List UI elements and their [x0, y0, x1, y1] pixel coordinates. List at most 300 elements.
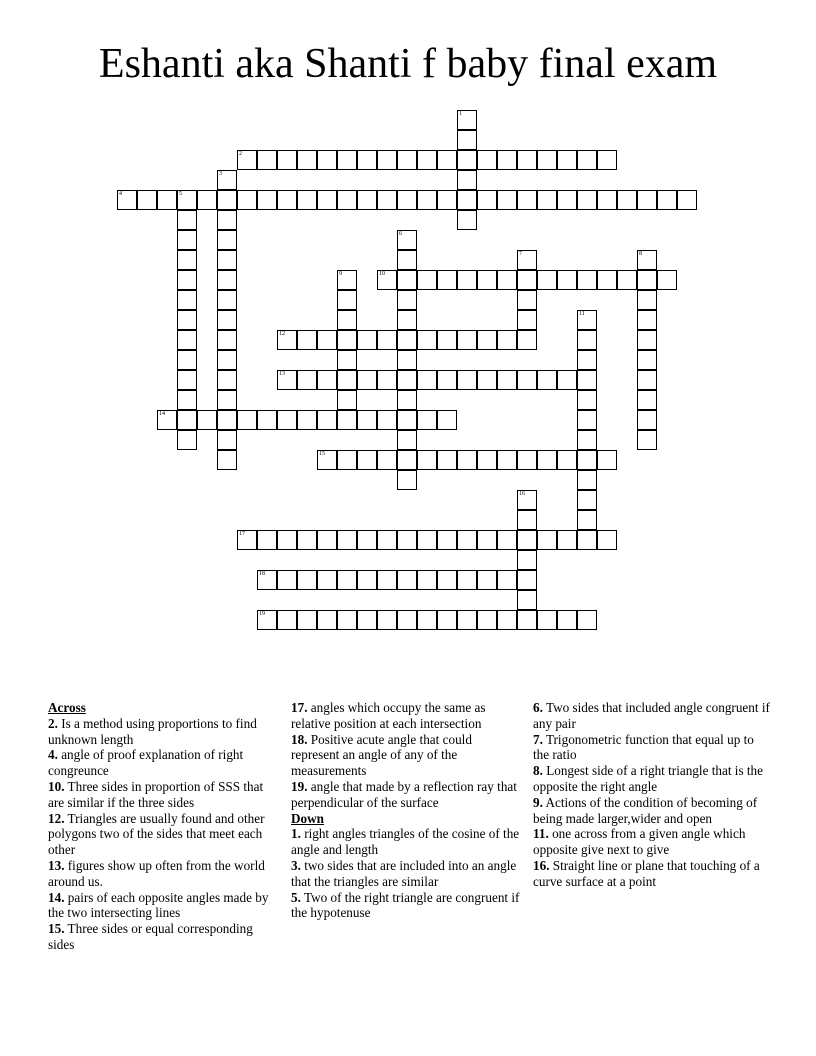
grid-cell[interactable] — [397, 450, 417, 470]
grid-cell[interactable] — [497, 330, 517, 350]
grid-cell[interactable] — [637, 370, 657, 390]
clue-item-text: Two sides that included angle congruent if any pair — [533, 700, 770, 731]
grid-cell[interactable] — [277, 370, 297, 390]
grid-cell[interactable] — [577, 470, 597, 490]
grid-cell[interactable] — [437, 570, 457, 590]
clue-number: 2 — [239, 151, 242, 157]
clue-item-number: 16. — [533, 857, 550, 873]
grid-cell[interactable] — [277, 410, 297, 430]
grid-cell[interactable] — [577, 270, 597, 290]
grid-cell[interactable] — [177, 310, 197, 330]
grid-cell[interactable] — [297, 150, 317, 170]
grid-cell[interactable] — [397, 290, 417, 310]
grid-cell[interactable] — [557, 190, 577, 210]
grid-cell[interactable] — [517, 590, 537, 610]
grid-cell[interactable] — [277, 570, 297, 590]
grid-cell[interactable] — [477, 570, 497, 590]
grid-cell[interactable] — [437, 450, 457, 470]
grid-cell[interactable] — [397, 190, 417, 210]
clue-number: 10 — [379, 271, 385, 277]
grid-cell[interactable] — [537, 370, 557, 390]
grid-cell[interactable] — [577, 450, 597, 470]
grid-cell[interactable] — [417, 270, 437, 290]
grid-cell[interactable] — [657, 190, 677, 210]
grid-cell[interactable] — [377, 450, 397, 470]
grid-cell[interactable] — [357, 410, 377, 430]
clue-number: 4 — [119, 191, 122, 197]
clue-item — [533, 763, 773, 795]
grid-cell[interactable] — [217, 450, 237, 470]
clue-item-number: 15. — [48, 921, 65, 937]
clue-item-number: 2. — [48, 715, 58, 731]
grid-cell[interactable] — [357, 330, 377, 350]
grid-cell[interactable] — [337, 290, 357, 310]
grid-cell[interactable] — [477, 370, 497, 390]
grid-cell[interactable] — [197, 410, 217, 430]
clue-number: 17 — [239, 531, 245, 537]
clue-number: 12 — [279, 331, 285, 337]
grid-cell[interactable] — [577, 390, 597, 410]
grid-cell[interactable] — [257, 150, 277, 170]
grid-cell[interactable] — [637, 330, 657, 350]
grid-cell[interactable] — [457, 450, 477, 470]
grid-cell[interactable] — [397, 350, 417, 370]
grid-cell[interactable] — [477, 330, 497, 350]
grid-cell[interactable] — [277, 530, 297, 550]
grid-cell[interactable] — [437, 410, 457, 430]
grid-cell[interactable] — [577, 330, 597, 350]
clue-item-text: right angles triangles of the cosine of the angle and length — [291, 826, 520, 858]
grid-cell[interactable] — [417, 330, 437, 350]
grid-cell[interactable] — [237, 530, 257, 550]
grid-cell[interactable] — [237, 190, 257, 210]
grid-cell[interactable] — [457, 190, 477, 210]
grid-cell[interactable] — [397, 310, 417, 330]
grid-cell[interactable] — [357, 570, 377, 590]
grid-cell[interactable] — [557, 530, 577, 550]
grid-cell[interactable] — [557, 610, 577, 630]
grid-cell[interactable] — [357, 610, 377, 630]
grid-cell[interactable] — [357, 530, 377, 550]
grid-cell[interactable] — [277, 330, 297, 350]
down-heading: Down — [291, 810, 324, 826]
clue-item-text: Longest side of a right triangle that is the opposite the right angle — [533, 763, 763, 794]
grid-cell[interactable] — [377, 330, 397, 350]
clue-item-text: one across from a given angle which opposite give next to give — [533, 826, 746, 858]
grid-cell[interactable] — [397, 570, 417, 590]
grid-cell[interactable] — [177, 430, 197, 450]
clue-item-text: Three sides or equal corresponding sides — [48, 921, 253, 952]
grid-cell[interactable] — [317, 610, 337, 630]
clue-column-3 — [533, 700, 773, 890]
grid-cell[interactable] — [497, 270, 517, 290]
clue-item-number: 7. — [533, 731, 543, 747]
clue-number: 7 — [519, 251, 522, 257]
grid-cell[interactable] — [577, 610, 597, 630]
clue-number: 14 — [159, 411, 165, 417]
grid-cell[interactable] — [457, 130, 477, 150]
clue-item-text: Three sides in proportion of SSS that are similar if the three sides — [48, 778, 264, 810]
grid-cell[interactable] — [577, 430, 597, 450]
clue-column-2 — [291, 700, 523, 921]
grid-cell[interactable] — [537, 530, 557, 550]
grid-cell[interactable] — [477, 150, 497, 170]
grid-cell[interactable] — [317, 150, 337, 170]
clue-item-number: 9. — [533, 794, 543, 810]
clue-item — [48, 716, 280, 748]
grid-cell[interactable] — [617, 270, 637, 290]
grid-cell[interactable] — [157, 410, 177, 430]
grid-cell[interactable] — [177, 270, 197, 290]
grid-cell[interactable] — [117, 190, 137, 210]
grid-cell[interactable] — [537, 190, 557, 210]
grid-cell[interactable] — [297, 530, 317, 550]
grid-cell[interactable] — [377, 530, 397, 550]
grid-cell[interactable] — [517, 550, 537, 570]
grid-cell[interactable] — [217, 390, 237, 410]
clue-item-text: Is a method using proportions to find unknown length — [48, 715, 257, 747]
clue-item-number: 8. — [533, 763, 543, 779]
grid-cell[interactable] — [397, 390, 417, 410]
grid-cell[interactable] — [177, 210, 197, 230]
grid-cell[interactable] — [517, 270, 537, 290]
grid-cell[interactable] — [397, 230, 417, 250]
grid-cell[interactable] — [217, 350, 237, 370]
grid-cell[interactable] — [457, 610, 477, 630]
grid-cell[interactable] — [477, 190, 497, 210]
grid-cell[interactable] — [597, 270, 617, 290]
grid-cell[interactable] — [537, 450, 557, 470]
clue-item-text: Straight line or plane that touching of a curve surface at a point — [533, 857, 760, 889]
grid-cell[interactable] — [177, 410, 197, 430]
grid-cell[interactable] — [457, 170, 477, 190]
grid-cell[interactable] — [377, 270, 397, 290]
grid-cell[interactable] — [337, 330, 357, 350]
grid-cell[interactable] — [457, 330, 477, 350]
grid-cell[interactable] — [197, 190, 217, 210]
grid-cell[interactable] — [437, 370, 457, 390]
grid-cell[interactable] — [477, 610, 497, 630]
grid-cell[interactable] — [597, 150, 617, 170]
grid-cell[interactable] — [637, 270, 657, 290]
grid-cell[interactable] — [377, 190, 397, 210]
grid-cell[interactable] — [377, 610, 397, 630]
clue-item — [291, 732, 523, 779]
grid-cell[interactable] — [617, 190, 637, 210]
clue-number: 13 — [279, 371, 285, 377]
grid-cell[interactable] — [417, 370, 437, 390]
grid-cell[interactable] — [397, 370, 417, 390]
clue-number: 8 — [639, 251, 642, 257]
grid-cell[interactable] — [397, 430, 417, 450]
grid-cell[interactable] — [457, 270, 477, 290]
grid-cell[interactable] — [437, 190, 457, 210]
grid-cell[interactable] — [517, 510, 537, 530]
grid-cell[interactable] — [397, 330, 417, 350]
clue-item — [291, 858, 523, 890]
grid-cell[interactable] — [437, 610, 457, 630]
grid-cell[interactable] — [217, 330, 237, 350]
grid-cell[interactable] — [337, 270, 357, 290]
grid-cell[interactable] — [317, 330, 337, 350]
grid-cell[interactable] — [337, 150, 357, 170]
grid-cell[interactable] — [277, 150, 297, 170]
grid-cell[interactable] — [397, 470, 417, 490]
grid-cell[interactable] — [557, 150, 577, 170]
grid-cell[interactable] — [337, 450, 357, 470]
grid-cell[interactable] — [357, 190, 377, 210]
grid-cell[interactable] — [537, 610, 557, 630]
grid-cell[interactable] — [377, 410, 397, 430]
grid-cell[interactable] — [217, 410, 237, 430]
clue-number: 11 — [579, 311, 585, 317]
grid-cell[interactable] — [517, 490, 537, 510]
grid-cell[interactable] — [497, 570, 517, 590]
grid-cell[interactable] — [637, 390, 657, 410]
grid-cell[interactable] — [177, 330, 197, 350]
grid-cell[interactable] — [297, 370, 317, 390]
grid-cell[interactable] — [257, 610, 277, 630]
grid-cell[interactable] — [337, 610, 357, 630]
grid-cell[interactable] — [417, 530, 437, 550]
grid-cell[interactable] — [637, 290, 657, 310]
grid-cell[interactable] — [217, 230, 237, 250]
grid-cell[interactable] — [517, 250, 537, 270]
grid-cell[interactable] — [637, 410, 657, 430]
grid-cell[interactable] — [477, 530, 497, 550]
grid-cell[interactable] — [517, 570, 537, 590]
grid-cell[interactable] — [517, 530, 537, 550]
grid-cell[interactable] — [357, 450, 377, 470]
clue-item-text: angle of proof explanation of right congreunce — [48, 747, 244, 779]
grid-cell[interactable] — [237, 150, 257, 170]
grid-cell[interactable] — [297, 190, 317, 210]
grid-cell[interactable] — [517, 290, 537, 310]
clue-item-number: 14. — [48, 889, 65, 905]
grid-cell[interactable] — [577, 150, 597, 170]
grid-cell[interactable] — [397, 410, 417, 430]
grid-cell[interactable] — [417, 190, 437, 210]
grid-cell[interactable] — [337, 350, 357, 370]
clue-item-text: two sides that are included into an angle that the triangles are similar — [291, 857, 517, 889]
clue-number: 1 — [459, 111, 462, 117]
grid-cell[interactable] — [497, 150, 517, 170]
clue-item-number: 6. — [533, 700, 543, 715]
clue-number: 19 — [259, 611, 265, 617]
grid-cell[interactable] — [557, 270, 577, 290]
clue-number: 18 — [259, 571, 265, 577]
grid-cell[interactable] — [217, 290, 237, 310]
clue-number: 9 — [339, 271, 342, 277]
grid-cell[interactable] — [217, 190, 237, 210]
grid-cell[interactable] — [397, 610, 417, 630]
grid-cell[interactable] — [577, 350, 597, 370]
grid-cell[interactable] — [517, 330, 537, 350]
grid-cell[interactable] — [577, 490, 597, 510]
grid-cell[interactable] — [317, 190, 337, 210]
grid-cell[interactable] — [377, 570, 397, 590]
grid-cell[interactable] — [217, 310, 237, 330]
grid-cell[interactable] — [557, 450, 577, 470]
grid-cell[interactable] — [257, 410, 277, 430]
grid-cell[interactable] — [497, 370, 517, 390]
grid-cell[interactable] — [637, 430, 657, 450]
grid-cell[interactable] — [437, 330, 457, 350]
grid-cell[interactable] — [637, 190, 657, 210]
clue-number: 16 — [519, 491, 525, 497]
clue-item — [533, 795, 773, 827]
grid-cell[interactable] — [277, 610, 297, 630]
grid-cell[interactable] — [137, 190, 157, 210]
grid-cell[interactable] — [217, 370, 237, 390]
grid-cell[interactable] — [577, 310, 597, 330]
grid-cell[interactable] — [597, 190, 617, 210]
grid-cell[interactable] — [577, 530, 597, 550]
clue-item — [291, 700, 523, 732]
grid-cell[interactable] — [397, 150, 417, 170]
grid-cell[interactable] — [577, 190, 597, 210]
grid-cell[interactable] — [177, 230, 197, 250]
grid-cell[interactable] — [457, 370, 477, 390]
grid-cell[interactable] — [397, 250, 417, 270]
grid-cell[interactable] — [177, 190, 197, 210]
grid-cell[interactable] — [177, 350, 197, 370]
grid-cell[interactable] — [517, 150, 537, 170]
grid-cell[interactable] — [277, 190, 297, 210]
grid-cell[interactable] — [357, 370, 377, 390]
clue-item — [48, 858, 280, 890]
page-title: Eshanti aka Shanti f baby final exam — [98, 41, 718, 87]
grid-cell[interactable] — [337, 530, 357, 550]
grid-cell[interactable] — [637, 310, 657, 330]
grid-cell[interactable] — [497, 530, 517, 550]
grid-cell[interactable] — [457, 210, 477, 230]
grid-cell[interactable] — [177, 250, 197, 270]
grid-cell[interactable] — [497, 450, 517, 470]
grid-cell[interactable] — [337, 410, 357, 430]
grid-cell[interactable] — [657, 270, 677, 290]
grid-cell[interactable] — [177, 290, 197, 310]
grid-cell[interactable] — [337, 570, 357, 590]
grid-cell[interactable] — [437, 530, 457, 550]
clue-item-number: 18. — [291, 731, 308, 747]
grid-cell[interactable] — [577, 370, 597, 390]
grid-cell[interactable] — [397, 530, 417, 550]
clue-item-text: angle that made by a reflection ray that perpendicular of the surface — [291, 778, 517, 810]
grid-cell[interactable] — [417, 570, 437, 590]
grid-cell[interactable] — [337, 190, 357, 210]
grid-cell[interactable] — [537, 270, 557, 290]
grid-cell[interactable] — [377, 370, 397, 390]
clue-item — [291, 826, 523, 858]
grid-cell[interactable] — [317, 370, 337, 390]
grid-cell[interactable] — [457, 110, 477, 130]
grid-cell[interactable] — [217, 250, 237, 270]
grid-cell[interactable] — [317, 530, 337, 550]
clue-item-number: 10. — [48, 778, 65, 794]
clue-item — [291, 779, 523, 811]
grid-cell[interactable] — [257, 190, 277, 210]
grid-cell[interactable] — [497, 190, 517, 210]
grid-cell[interactable] — [517, 450, 537, 470]
grid-cell[interactable] — [517, 310, 537, 330]
grid-cell[interactable] — [297, 330, 317, 350]
clue-item — [533, 732, 773, 764]
grid-cell[interactable] — [437, 270, 457, 290]
grid-cell[interactable] — [437, 150, 457, 170]
clue-item-text: pairs of each opposite angles made by the two intersecting lines — [48, 889, 269, 921]
grid-cell[interactable] — [477, 270, 497, 290]
clue-item-number: 3. — [291, 857, 301, 873]
grid-cell[interactable] — [417, 410, 437, 430]
grid-cell[interactable] — [217, 170, 237, 190]
grid-cell[interactable] — [257, 530, 277, 550]
grid-cell[interactable] — [317, 410, 337, 430]
grid-cell[interactable] — [597, 450, 617, 470]
grid-cell[interactable] — [217, 270, 237, 290]
grid-cell[interactable] — [397, 270, 417, 290]
grid-cell[interactable] — [297, 610, 317, 630]
grid-cell[interactable] — [477, 450, 497, 470]
grid-cell[interactable] — [217, 210, 237, 230]
grid-cell[interactable] — [357, 150, 377, 170]
clue-item-number: 17. — [291, 700, 308, 715]
grid-cell[interactable] — [337, 310, 357, 330]
grid-cell[interactable] — [317, 570, 337, 590]
grid-cell[interactable] — [377, 150, 397, 170]
grid-cell[interactable] — [497, 610, 517, 630]
clue-item-text: Trigonometric function that equal up to the ratio — [533, 731, 754, 763]
grid-cell[interactable] — [577, 510, 597, 530]
clue-item-number: 5. — [291, 889, 301, 905]
grid-cell[interactable] — [517, 370, 537, 390]
clue-item-number: 4. — [48, 747, 58, 763]
grid-cell[interactable] — [577, 410, 597, 430]
grid-cell[interactable] — [297, 410, 317, 430]
grid-cell[interactable] — [237, 410, 257, 430]
grid-cell[interactable] — [417, 150, 437, 170]
grid-cell[interactable] — [337, 370, 357, 390]
grid-cell[interactable] — [517, 190, 537, 210]
clue-item — [533, 858, 773, 890]
clue-item — [533, 700, 773, 732]
grid-cell[interactable] — [457, 570, 477, 590]
clue-item-number: 13. — [48, 857, 65, 873]
grid-cell[interactable] — [557, 370, 577, 390]
grid-cell[interactable] — [257, 570, 277, 590]
grid-cell[interactable] — [597, 530, 617, 550]
grid-cell[interactable] — [417, 610, 437, 630]
grid-cell[interactable] — [417, 450, 437, 470]
grid-cell[interactable] — [217, 430, 237, 450]
clue-item-number: 12. — [48, 810, 65, 826]
grid-cell[interactable] — [457, 150, 477, 170]
grid-cell[interactable] — [177, 370, 197, 390]
grid-cell[interactable] — [677, 190, 697, 210]
grid-cell[interactable] — [537, 150, 557, 170]
grid-cell[interactable] — [177, 390, 197, 410]
grid-cell[interactable] — [457, 530, 477, 550]
grid-cell[interactable] — [637, 250, 657, 270]
grid-cell[interactable] — [157, 190, 177, 210]
clue-item-text: Positive acute angle that could represent an angle of any of the measurements — [291, 731, 472, 779]
grid-cell[interactable] — [337, 390, 357, 410]
grid-cell[interactable] — [317, 450, 337, 470]
grid-cell[interactable] — [297, 570, 317, 590]
grid-cell[interactable] — [517, 610, 537, 630]
clue-item — [291, 890, 523, 922]
grid-cell[interactable] — [637, 350, 657, 370]
